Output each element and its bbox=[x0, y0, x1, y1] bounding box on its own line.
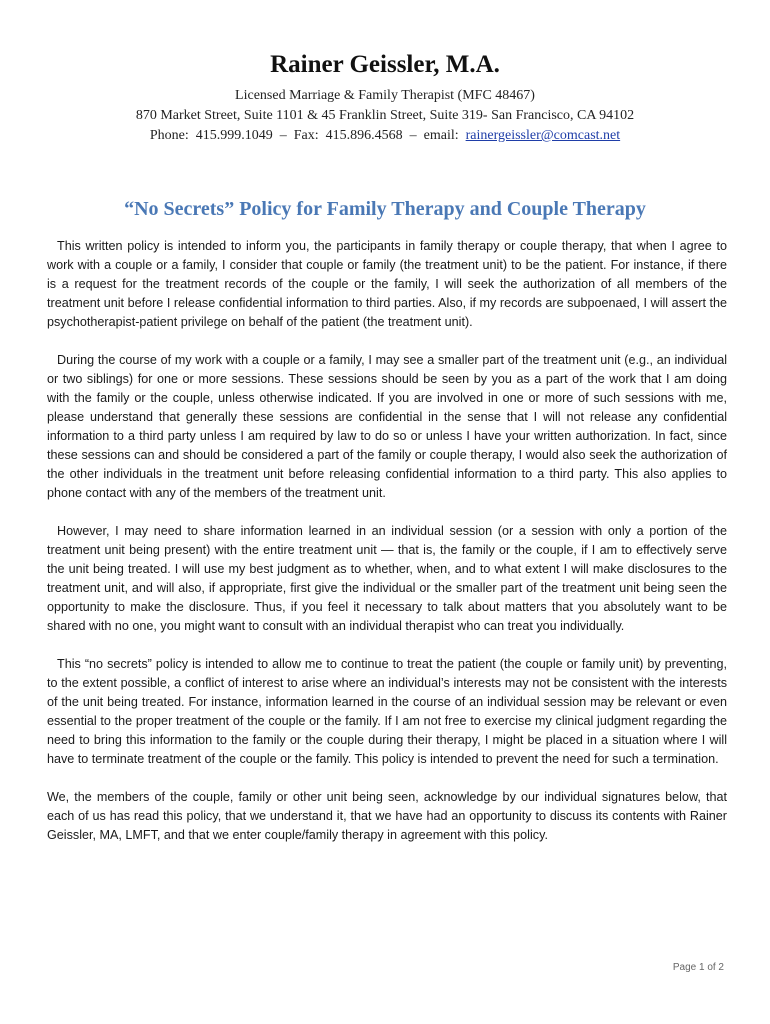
contact-line bbox=[0, 126, 770, 146]
policy-paragraph-2: During the course of my work with a couple or a family, I may see a smaller part of the treatment unit (e.g., an individual or two siblings) for one or more sessions. These sessions should be seen by you as a part of the work that I am doing with the family or the couple, unless otherwise indicated. If you are involved in one or more of such sessions with me, please understand that generally these sessions are confidential in the sense that I will not release any confidential information to a third party unless I am required by law to do so or unless I have your written authorization. In fact, since these sessions can and should be considered a part of the family or couple therapy, I would also seek the authorization of the other individuals in the treatment unit before releasing confidential information to a third party. This also applies to phone contact with any of the members of the treatment unit. bbox=[47, 353, 727, 500]
acknowledgement-paragraph: We, the members of the couple, family or other unit being seen, acknowledge by our individual signatures below, that each of us has read this policy, that we understand it, that we have had an opportunity to discuss its contents with Rainer Geissler, MA, LMFT, and that we enter couple/family therapy in agreement with this policy. bbox=[47, 790, 727, 842]
email-link[interactable]: rainergeissler@comcast.net bbox=[465, 128, 621, 143]
contact-phone-fax: Phone: 415.999.1049 – Fax: 415.896.4568 – email: bbox=[149, 128, 466, 143]
therapist-name: Rainer Geissler, M.A. bbox=[270, 51, 500, 78]
license-line: Licensed Marriage & Family Therapist (MFC 48467) bbox=[235, 88, 535, 103]
letterhead bbox=[0, 50, 770, 146]
policy-paragraph-4: This “no secrets” policy is intended to allow me to continue to treat the patient (the couple or family unit) by preventing, to the extent possible, a conflict of interest to arise where an individual’s interests may not be consistent with the interests of the unit being treated. For instance, information learned in the course of an individual session may be relevant or even essential to the proper treatment of the couple or the family. If I am not free to exercise my clinical judgment regarding the need to bring this information to the family or the couple during their therapy, I might be placed in a situation where I will have to terminate treatment of the couple or the family. This policy is intended to prevent the need for such a termination. bbox=[47, 657, 727, 766]
page-number: Page 1 of 2 bbox=[672, 962, 724, 973]
policy-paragraph-1: This written policy is intended to inform you, the participants in family therapy or couple therapy, that when I agree to work with a couple or a family, I consider that couple or family (the treatment unit) to be the patient. For instance, if there is a request for the treatment records of the couple or the family, I will seek the authorization of all members of the treatment unit before I release confidential information to third parties. Also, if my records are subpoenaed, I will assert the psychotherapist-patient privilege on behalf of the patient (the treatment unit). bbox=[47, 239, 727, 329]
address-line: 870 Market Street, Suite 1101 & 45 Franklin Street, Suite 319- San Francisco, CA 94102 bbox=[135, 108, 635, 123]
policy-body bbox=[47, 237, 727, 864]
policy-paragraph-3: However, I may need to share information learned in an individual session (or a session with only a portion of the treatment unit being present) with the entire treatment unit — that is, the family or the couple, if I am to effectively serve the unit being treated. I will use my best judgment as to whether, when, and to what extent I will make disclosures to the treatment unit, and will also, if appropriate, first give the individual or the smaller part of the treatment unit being seen the opportunity to make the disclosure. Thus, if you feel it necessary to talk about matters that you absolutely want to be shared with no one, you might want to consult with an individual therapist who can treat you individually. bbox=[47, 524, 727, 633]
policy-title: “No Secrets” Policy for Family Therapy and Couple Therapy bbox=[124, 198, 646, 220]
